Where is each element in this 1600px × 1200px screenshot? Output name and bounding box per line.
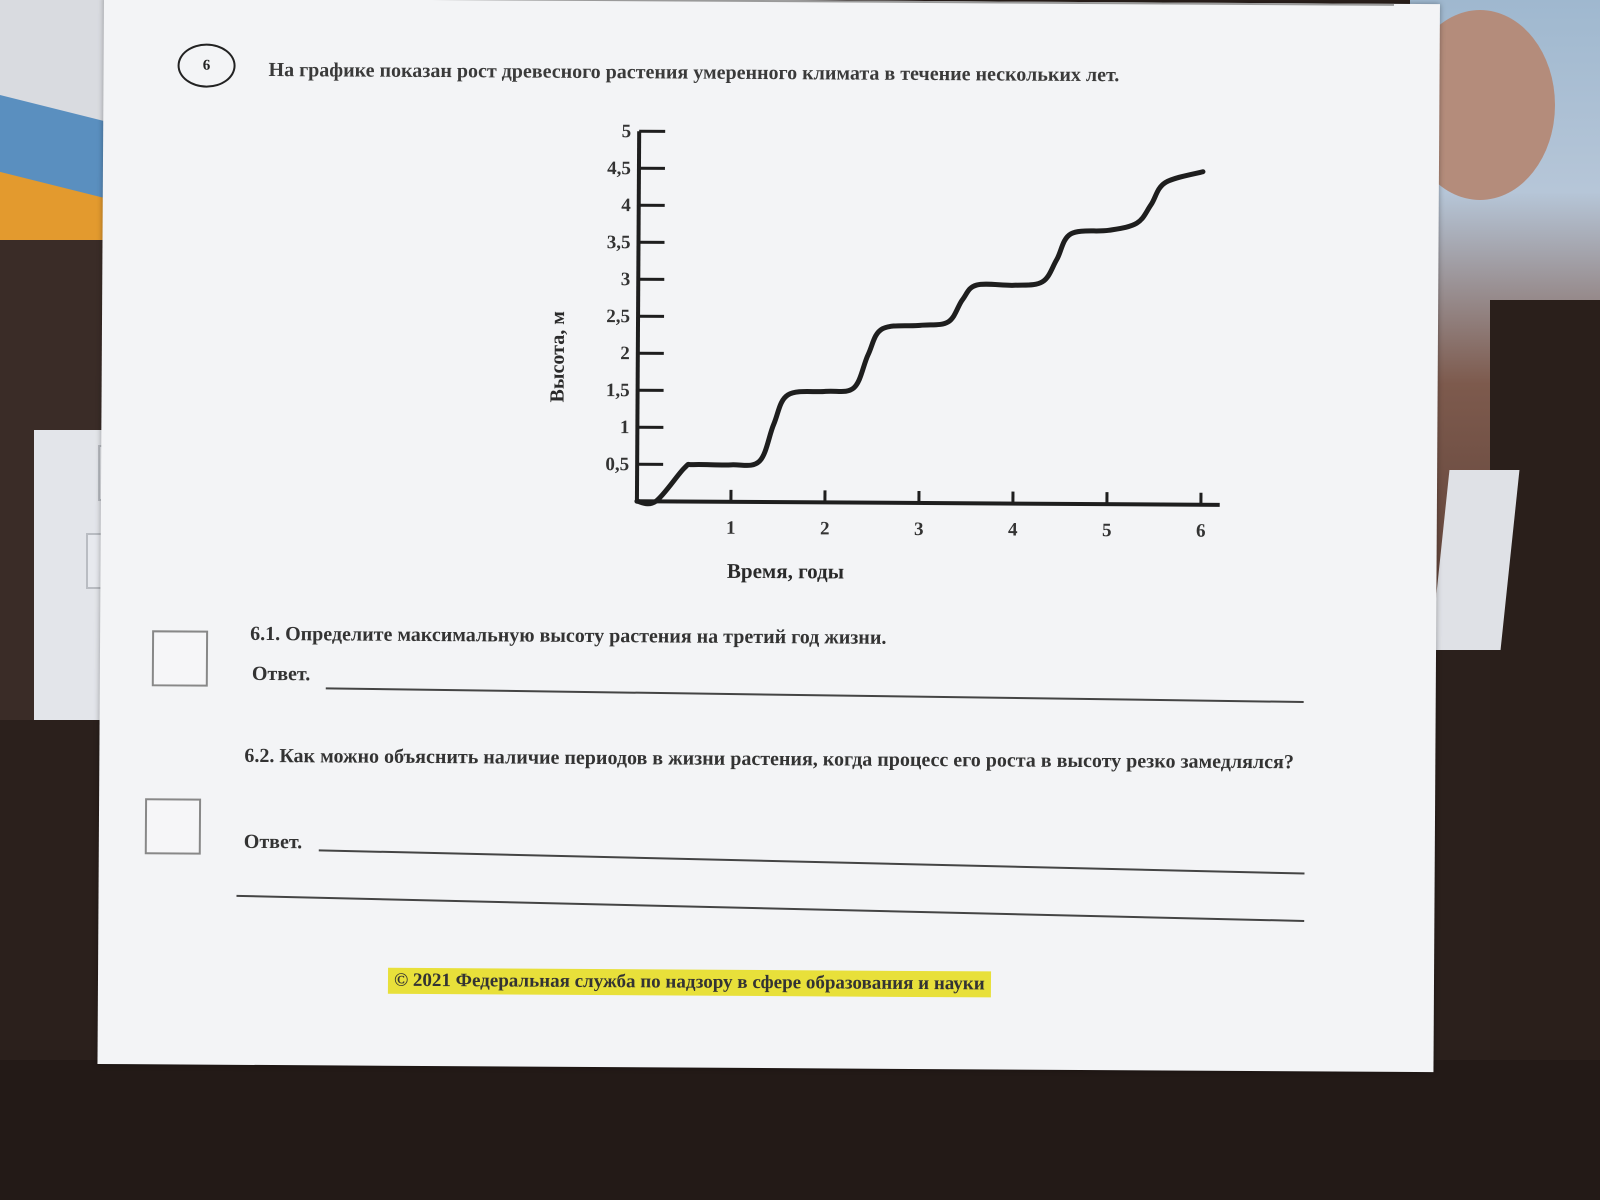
top-rule [144,0,1394,6]
y-tick-label: 2 [620,343,630,365]
y-tick-label: 5 [621,121,632,143]
x-tick-label: 4 [1007,519,1018,541]
y-tick-label: 1,5 [605,380,630,402]
x-axis-line [637,501,1220,505]
task-number: 6 [202,57,211,74]
x-ticks [726,490,1206,542]
answer-line-6-2[interactable] [319,849,1305,874]
x-tick-label: 2 [819,518,830,540]
growth-curve [637,168,1203,507]
x-tick-label: 5 [1101,520,1112,542]
y-tick-label: 3,5 [606,232,631,254]
question-6-2: 6.2. Как можно объяснить наличие периодов в жизни растения, когда процесс его роста в высоту резко замедлялся? [244,744,1294,774]
y-tick-label: 3 [620,269,631,291]
growth-chart [430,118,1206,592]
task-number-badge [177,43,235,87]
y-tick-label: 0,5 [605,454,630,476]
answer-line-6-1[interactable] [326,687,1304,703]
x-tick-label: 1 [725,517,736,539]
question-6-1: 6.1. Определите максимальную высоту растения на третий год жизни. [250,622,887,649]
answer-label-6-2: Ответ. [243,830,303,854]
worksheet-page [97,0,1439,1072]
score-box-6-1[interactable] [152,630,208,686]
x-tick-label: 6 [1195,520,1206,542]
task-statement: На графике показан рост древесного растения умеренного климата в течение нескольких лет. [268,59,1120,87]
y-tick-label: 1 [619,417,630,439]
y-tick-label: 2,5 [606,306,631,328]
x-axis-label: Время, годы [726,558,845,584]
right-dark-area [1490,300,1600,1060]
score-box-6-2[interactable] [145,798,201,854]
y-tick-label: 4 [621,195,631,217]
copyright-footer: © 2021 Федеральная служба по надзору в сфере образования и науки [388,968,991,998]
answer-line-6-2-extra[interactable] [236,895,1304,922]
y-ticks [605,121,665,475]
y-axis-label: Высота, м [546,311,570,403]
answer-label-6-1: Ответ. [251,662,311,686]
chart-axes [637,131,1222,505]
desk-background [0,1060,1600,1200]
y-tick-label: 4,5 [607,158,632,180]
x-tick-label: 3 [913,518,924,541]
